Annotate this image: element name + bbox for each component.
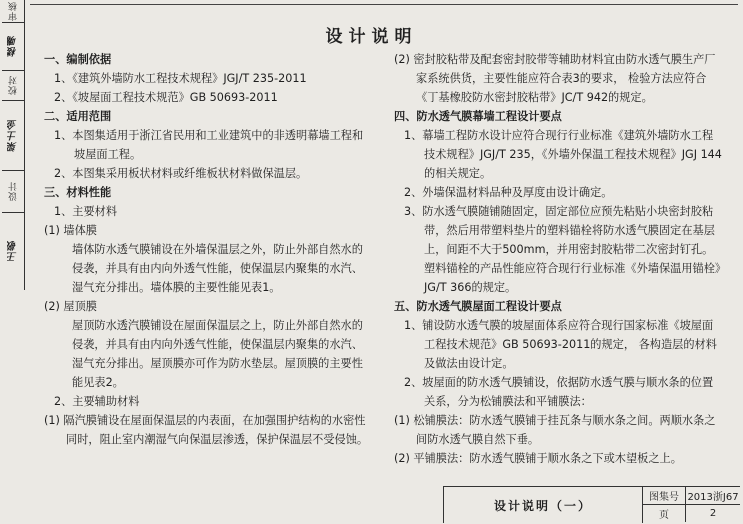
paragraph: 2、坡屋面的防水透气膜铺设，依据防水透气膜与顺水条的位置关系，分为松铺膜法和平铺膜法： xyxy=(404,376,714,408)
signature-mark: 梁士金 xyxy=(7,118,19,152)
title-block xyxy=(443,486,740,523)
paragraph: (2) 平铺膜法：防水透气膜铺于顺水条之下或木望板之上。 xyxy=(394,452,682,465)
paragraph: 2、《坡屋面工程技术规范》GB 50693-2011 xyxy=(54,91,278,104)
strip-label: 审核 xyxy=(8,1,19,21)
paragraph: 2、本图集采用板状材料或纤维板状材料做保温层。 xyxy=(54,167,308,180)
sheet-name: 设计说明（一） xyxy=(444,487,643,523)
left-column xyxy=(44,50,374,449)
section-heading: 四、防水透气膜幕墙工程设计要点 xyxy=(394,110,562,123)
paragraph: 2、外墙保温材料品种及厚度由设计确定。 xyxy=(404,186,613,199)
signature-mark: 楼嘴 xyxy=(7,35,19,57)
paragraph: 墙体防水透气膜铺设在外墙保温层之外，防止外部自然水的侵袭，并具有由内向外透气性能，使保温层内聚集的水汽、湿气充分排出。墙体膜的主要性能见表1。 xyxy=(72,243,363,294)
right-column xyxy=(394,50,724,468)
page-title: 设计说明 xyxy=(325,27,418,47)
section-heading: 一、编制依据 xyxy=(44,53,112,66)
strip-cell-proof-signature xyxy=(2,100,24,171)
atlas-number: 2013浙J67 xyxy=(686,487,740,505)
paragraph: 屋顶防水透汽膜铺设在屋面保温层之上，防止外部自然水的侵袭，并具有由内向外透气性能，使保温层内聚集的水汽、湿气充分排出。屋顶膜亦可作为防水垫层。屋顶膜的主要性能见表2。 xyxy=(72,319,363,389)
paragraph: 1、铺设防水透气膜的坡屋面体系应符合现行国家标准《坡屋面工程技术规范》GB 50693-2011的规定， 各构造层的材料及做法由设计定。 xyxy=(404,319,717,370)
paragraph: (1) 松铺膜法：防水透气膜铺于挂瓦条与顺水条之间。两顺水条之间防水透气膜自然下垂。 xyxy=(394,414,716,446)
paragraph: (1) 墙体膜 xyxy=(44,224,97,237)
signature-mark: 王敬 xyxy=(7,240,19,262)
paragraph: 1、《建筑外墙防水工程技术规程》JGJ/T 235-2011 xyxy=(54,72,307,85)
strip-label: 设计 xyxy=(8,181,19,201)
page-label: 页 xyxy=(643,505,686,522)
paragraph: (2) 屋顶膜 xyxy=(44,300,97,313)
paragraph: (1) 隔汽膜铺设在屋面保温层的内表面，在加强围护结构的水密性同时，阻止室内潮湿气向保温层渗透，保护保温层不受侵蚀。 xyxy=(44,414,369,446)
paragraph: 1、主要材料 xyxy=(54,205,118,218)
paragraph: 1、本图集适用于浙江省民用和工业建筑中的非透明幕墙工程和坡屋面工程。 xyxy=(54,129,364,161)
paragraph: 1、幕墙工程防水设计应符合现行行业标准《建筑外墙防水工程技术规程》JGJ/T 235，《外墙外保温工程技术规程》JGJ 144的相关规定。 xyxy=(404,129,722,180)
strip-cell-check-label xyxy=(2,0,24,23)
strip-cell-proof-label xyxy=(2,70,24,101)
atlas-number-label: 图集号 xyxy=(643,487,686,505)
strip-cell-design-label xyxy=(2,170,24,213)
paragraph: 3、防水透气膜随铺随固定，固定部位应预先粘贴小块密封胶粘带，然后用带塑料垫片的塑料锚栓将防水透气膜固定在基层上，间距不大于500mm，并用密封胶粘带二次密封钉孔。塑料锚栓的产品性能应符合现行行业标准《外墙保温用锚栓》JG/T 366的规定。 xyxy=(404,205,721,294)
paragraph: (2) 密封胶粘带及配套密封胶带等辅助材料宜由防水透气膜生产厂家系统供货，主要性能应符合表3的要求， 检验方法应符合《丁基橡胶防水密封胶粘带》JC/T 942的规定。 xyxy=(394,53,716,104)
section-heading: 五、防水透气膜屋面工程设计要点 xyxy=(394,300,562,313)
section-heading: 三、材料性能 xyxy=(44,186,112,199)
strip-cell-design-signature xyxy=(2,212,24,290)
page-number: 2 xyxy=(709,508,717,519)
strip-label: 校对 xyxy=(8,75,19,95)
paragraph: 2、主要辅助材料 xyxy=(54,395,140,408)
section-heading: 二、适用范围 xyxy=(44,110,112,123)
